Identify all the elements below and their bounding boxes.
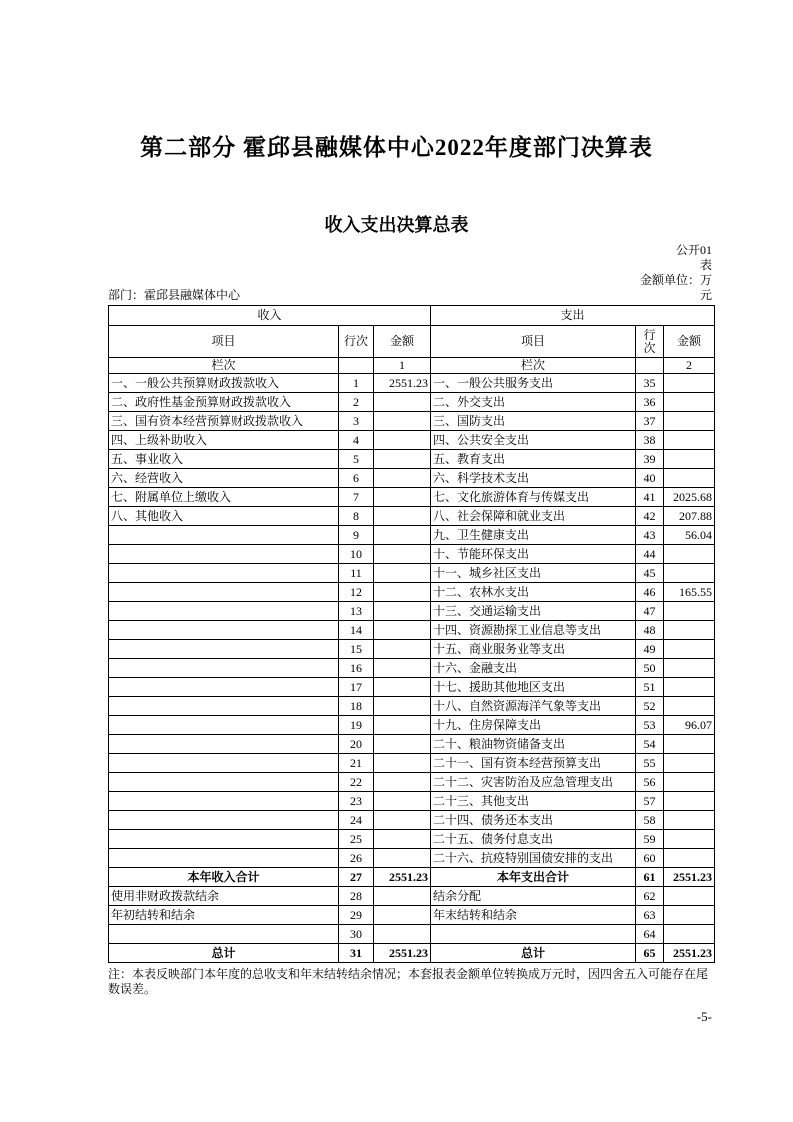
income-amount-cell [374, 906, 431, 925]
income-amount-cell [374, 925, 431, 944]
expense-line-cell: 52 [636, 697, 664, 716]
table-row [109, 412, 715, 431]
table-row [109, 887, 715, 906]
income-item-cell [109, 564, 339, 583]
expense-item-cell: 九、卫生健康支出 [431, 526, 636, 545]
expense-line-cell: 62 [636, 887, 664, 906]
income-amount-cell [374, 830, 431, 849]
expense-line-cell: 42 [636, 507, 664, 526]
unit-line2: 元 [699, 288, 712, 302]
expense-line-cell: 41 [636, 488, 664, 507]
income-amount-cell [374, 507, 431, 526]
expense-amount-cell [664, 678, 715, 697]
income-line-cell: 16 [339, 659, 374, 678]
expense-item-cell: 二、外交支出 [431, 393, 636, 412]
income-line-cell: 24 [339, 811, 374, 830]
expense-item-cell: 二十一、国有资本经营预算支出 [431, 754, 636, 773]
expense-amount-cell [664, 393, 715, 412]
expense-line-cell: 46 [636, 583, 664, 602]
expense-line-cell: 43 [636, 526, 664, 545]
income-line-cell: 26 [339, 849, 374, 868]
income-amount-cell [374, 526, 431, 545]
expense-item-header: 项目 [431, 326, 636, 358]
expense-amount-header: 金额 [664, 326, 715, 358]
income-amount-cell [374, 583, 431, 602]
income-line-cell: 3 [339, 412, 374, 431]
income-line-cell: 31 [339, 944, 374, 963]
expense-amount-cell [664, 925, 715, 944]
income-amount-cell [374, 849, 431, 868]
income-item-cell: 八、其他收入 [109, 507, 339, 526]
expense-amount-cell [664, 792, 715, 811]
expense-line-cell: 36 [636, 393, 664, 412]
expense-amount-cell [664, 469, 715, 488]
expense-line-cell: 60 [636, 849, 664, 868]
expense-line-cell: 64 [636, 925, 664, 944]
expense-amount-cell: 56.04 [664, 526, 715, 545]
table-row [109, 773, 715, 792]
income-item-cell: 本年收入合计 [109, 868, 339, 887]
income-line-cell: 18 [339, 697, 374, 716]
income-line-cell: 27 [339, 868, 374, 887]
expense-amount-cell [664, 450, 715, 469]
page-number: -5- [696, 1009, 712, 1024]
table-row [109, 545, 715, 564]
table-row [109, 678, 715, 697]
expense-line-cell: 57 [636, 792, 664, 811]
income-item-cell [109, 659, 339, 678]
expense-line-cell: 56 [636, 773, 664, 792]
doc-code-line2: 表 [699, 258, 712, 272]
income-amount-cell [374, 659, 431, 678]
income-item-cell [109, 602, 339, 621]
income-amount-cell [374, 412, 431, 431]
expense-item-cell: 二十六、抗疫特别国债安排的支出 [431, 849, 636, 868]
table-row [109, 488, 715, 507]
income-item-cell [109, 697, 339, 716]
expense-item-cell: 八、社会保障和就业支出 [431, 507, 636, 526]
expense-item-cell: 十二、农林水支出 [431, 583, 636, 602]
table-row [109, 906, 715, 925]
table-row [109, 450, 715, 469]
table-row [109, 811, 715, 830]
expense-line-cell: 48 [636, 621, 664, 640]
expense-group-header: 支出 [431, 306, 715, 326]
expense-amount-cell: 96.07 [664, 716, 715, 735]
income-line-cell: 11 [339, 564, 374, 583]
unit-line1: 金额单位：万 [639, 273, 712, 287]
expense-amount-cell: 2551.23 [664, 944, 715, 963]
income-group-header: 收入 [109, 306, 431, 326]
expense-line-cell: 39 [636, 450, 664, 469]
expense-item-cell: 十三、交通运输支出 [431, 602, 636, 621]
expense-line-cell: 40 [636, 469, 664, 488]
income-amount-cell [374, 602, 431, 621]
income-item-cell [109, 811, 339, 830]
table-group-header-row [109, 306, 715, 326]
expense-amount-cell [664, 830, 715, 849]
income-item-cell: 使用非财政拨款结余 [109, 887, 339, 906]
table-row [109, 754, 715, 773]
expense-item-cell: 一、一般公共服务支出 [431, 374, 636, 393]
expense-item-cell: 十九、住房保障支出 [431, 716, 636, 735]
expense-line-cell: 61 [636, 868, 664, 887]
income-amount-cell [374, 450, 431, 469]
table-row [109, 868, 715, 887]
expense-item-cell: 十四、资源勘探工业信息等支出 [431, 621, 636, 640]
income-item-cell [109, 925, 339, 944]
income-line-cell: 7 [339, 488, 374, 507]
expense-item-cell: 十六、金融支出 [431, 659, 636, 678]
income-line-cell: 21 [339, 754, 374, 773]
income-amount-header: 金额 [374, 326, 431, 358]
expense-amount-cell [664, 374, 715, 393]
expense-item-cell: 三、国防支出 [431, 412, 636, 431]
expense-item-cell: 二十、粮油物资储备支出 [431, 735, 636, 754]
table-row [109, 659, 715, 678]
expense-item-cell: 结余分配 [431, 887, 636, 906]
income-line-cell: 2 [339, 393, 374, 412]
meta-block [108, 243, 712, 288]
expense-col-index: 2 [664, 358, 715, 374]
expense-amount-cell [664, 545, 715, 564]
income-line-cell: 30 [339, 925, 374, 944]
income-line-cell: 8 [339, 507, 374, 526]
table-index-row [109, 358, 715, 374]
expense-line-cell: 54 [636, 735, 664, 754]
expense-line-header: 行次 [636, 326, 664, 358]
expense-item-cell: 二十五、债务付息支出 [431, 830, 636, 849]
table-row [109, 697, 715, 716]
expense-item-cell: 二十四、债务还本支出 [431, 811, 636, 830]
expense-amount-cell [664, 697, 715, 716]
table-row [109, 374, 715, 393]
table-row [109, 564, 715, 583]
income-item-cell: 年初结转和结余 [109, 906, 339, 925]
income-amount-cell [374, 564, 431, 583]
income-line-cell: 9 [339, 526, 374, 545]
expense-line-cell: 45 [636, 564, 664, 583]
expense-amount-cell [664, 659, 715, 678]
income-index-label: 栏次 [109, 358, 339, 374]
expense-line-cell: 44 [636, 545, 664, 564]
expense-item-cell: 十一、城乡社区支出 [431, 564, 636, 583]
expense-item-cell: 总计 [431, 944, 636, 963]
expense-amount-cell [664, 431, 715, 450]
income-amount-cell [374, 773, 431, 792]
income-line-cell: 19 [339, 716, 374, 735]
expense-item-cell: 六、科学技术支出 [431, 469, 636, 488]
expense-item-cell: 十八、自然资源海洋气象等支出 [431, 697, 636, 716]
table-row [109, 944, 715, 963]
expense-amount-cell [664, 811, 715, 830]
income-item-cell [109, 678, 339, 697]
income-line-cell: 28 [339, 887, 374, 906]
table-row [109, 716, 715, 735]
expense-line-cell: 58 [636, 811, 664, 830]
income-line-cell: 20 [339, 735, 374, 754]
expense-amount-cell: 2551.23 [664, 868, 715, 887]
expense-line-cell: 49 [636, 640, 664, 659]
expense-amount-cell [664, 754, 715, 773]
expense-item-cell: 十五、商业服务业等支出 [431, 640, 636, 659]
income-amount-cell: 2551.23 [374, 944, 431, 963]
expense-line-cell: 65 [636, 944, 664, 963]
expense-amount-cell [664, 906, 715, 925]
income-item-cell: 总计 [109, 944, 339, 963]
expense-item-cell: 五、教育支出 [431, 450, 636, 469]
expense-item-cell: 本年支出合计 [431, 868, 636, 887]
income-line-cell: 12 [339, 583, 374, 602]
content-area [108, 243, 712, 1025]
income-amount-cell [374, 488, 431, 507]
income-item-header: 项目 [109, 326, 339, 358]
expense-line-cell: 53 [636, 716, 664, 735]
expense-index-label: 栏次 [431, 358, 636, 374]
expense-amount-cell [664, 564, 715, 583]
income-line-cell: 13 [339, 602, 374, 621]
table-row [109, 469, 715, 488]
income-col-index: 1 [374, 358, 431, 374]
income-amount-cell [374, 697, 431, 716]
expense-amount-cell [664, 602, 715, 621]
income-line-header: 行次 [339, 326, 374, 358]
income-item-cell: 六、经营收入 [109, 469, 339, 488]
income-item-cell: 二、政府性基金预算财政拨款收入 [109, 393, 339, 412]
expense-amount-cell: 2025.68 [664, 488, 715, 507]
expense-amount-cell [664, 735, 715, 754]
income-item-cell: 四、上级补助收入 [109, 431, 339, 450]
income-line-cell: 29 [339, 906, 374, 925]
income-amount-cell [374, 640, 431, 659]
department-row [108, 288, 712, 303]
income-line-cell: 23 [339, 792, 374, 811]
table-row [109, 526, 715, 545]
expense-amount-cell [664, 887, 715, 906]
income-item-cell: 七、附属单位上缴收入 [109, 488, 339, 507]
income-line-cell: 1 [339, 374, 374, 393]
income-item-cell [109, 792, 339, 811]
expense-amount-cell: 165.55 [664, 583, 715, 602]
expense-amount-cell [664, 412, 715, 431]
expense-line-cell: 51 [636, 678, 664, 697]
table-row [109, 393, 715, 412]
income-amount-cell [374, 545, 431, 564]
page-title: 第二部分 霍邱县融媒体中心2022年度部门决算表 [140, 135, 653, 160]
expense-line-cell: 50 [636, 659, 664, 678]
income-line-cell: 22 [339, 773, 374, 792]
income-item-cell [109, 545, 339, 564]
expense-item-cell: 十七、援助其他地区支出 [431, 678, 636, 697]
income-line-cell: 25 [339, 830, 374, 849]
table-row [109, 925, 715, 944]
expense-line-cell: 35 [636, 374, 664, 393]
income-amount-cell [374, 431, 431, 450]
income-amount-cell [374, 887, 431, 906]
income-amount-cell [374, 621, 431, 640]
income-amount-cell [374, 754, 431, 773]
table-row [109, 621, 715, 640]
expense-item-cell [431, 925, 636, 944]
income-item-cell [109, 773, 339, 792]
expense-line-cell: 37 [636, 412, 664, 431]
income-index-blank [339, 358, 374, 374]
budget-table [108, 305, 715, 963]
income-amount-cell [374, 393, 431, 412]
income-line-cell: 5 [339, 450, 374, 469]
income-item-cell: 一、一般公共预算财政拨款收入 [109, 374, 339, 393]
department-label: 部门：霍邱县融媒体中心 [108, 288, 241, 302]
table-row [109, 830, 715, 849]
income-amount-cell [374, 735, 431, 754]
expense-item-cell: 四、公共安全支出 [431, 431, 636, 450]
income-item-cell [109, 830, 339, 849]
expense-line-cell: 59 [636, 830, 664, 849]
table-row [109, 507, 715, 526]
expense-item-cell: 七、文化旅游体育与传媒支出 [431, 488, 636, 507]
table-row [109, 431, 715, 450]
income-line-cell: 17 [339, 678, 374, 697]
expense-index-blank [636, 358, 664, 374]
expense-item-cell: 十、节能环保支出 [431, 545, 636, 564]
table-column-header-row [109, 326, 715, 358]
income-item-cell [109, 754, 339, 773]
income-amount-cell: 2551.23 [374, 868, 431, 887]
expense-amount-cell [664, 849, 715, 868]
expense-line-cell: 55 [636, 754, 664, 773]
income-item-cell: 三、国有资本经营预算财政拨款收入 [109, 412, 339, 431]
income-amount-cell [374, 811, 431, 830]
income-item-cell [109, 735, 339, 754]
expense-item-cell: 年末结转和结余 [431, 906, 636, 925]
income-amount-cell [374, 678, 431, 697]
expense-line-cell: 63 [636, 906, 664, 925]
income-item-cell [109, 716, 339, 735]
income-amount-cell [374, 469, 431, 488]
table-row [109, 849, 715, 868]
income-line-cell: 14 [339, 621, 374, 640]
income-amount-cell [374, 792, 431, 811]
table-row [109, 640, 715, 659]
income-item-cell [109, 640, 339, 659]
income-line-cell: 4 [339, 431, 374, 450]
income-amount-cell [374, 716, 431, 735]
table-row [109, 735, 715, 754]
expense-item-cell: 二十三、其他支出 [431, 792, 636, 811]
doc-code-line1: 公开01 [675, 243, 712, 257]
table-title: 收入支出决算总表 [324, 215, 469, 235]
income-line-cell: 10 [339, 545, 374, 564]
income-item-cell [109, 583, 339, 602]
expense-amount-cell [664, 621, 715, 640]
table-row [109, 583, 715, 602]
expense-item-cell: 二十二、灾害防治及应急管理支出 [431, 773, 636, 792]
income-item-cell [109, 526, 339, 545]
income-item-cell [109, 621, 339, 640]
footnote: 注：本表反映部门本年度的总收支和年末结转结余情况；本套报表金额单位转换成万元时，因四舍五入可能存在尾数误差。 [108, 967, 709, 996]
income-item-cell [109, 849, 339, 868]
expense-amount-cell: 207.88 [664, 507, 715, 526]
expense-line-cell: 47 [636, 602, 664, 621]
expense-line-cell: 38 [636, 431, 664, 450]
expense-amount-cell [664, 640, 715, 659]
table-row [109, 602, 715, 621]
income-line-cell: 6 [339, 469, 374, 488]
income-line-cell: 15 [339, 640, 374, 659]
expense-amount-cell [664, 773, 715, 792]
income-item-cell: 五、事业收入 [109, 450, 339, 469]
table-row [109, 792, 715, 811]
income-amount-cell: 2551.23 [374, 374, 431, 393]
